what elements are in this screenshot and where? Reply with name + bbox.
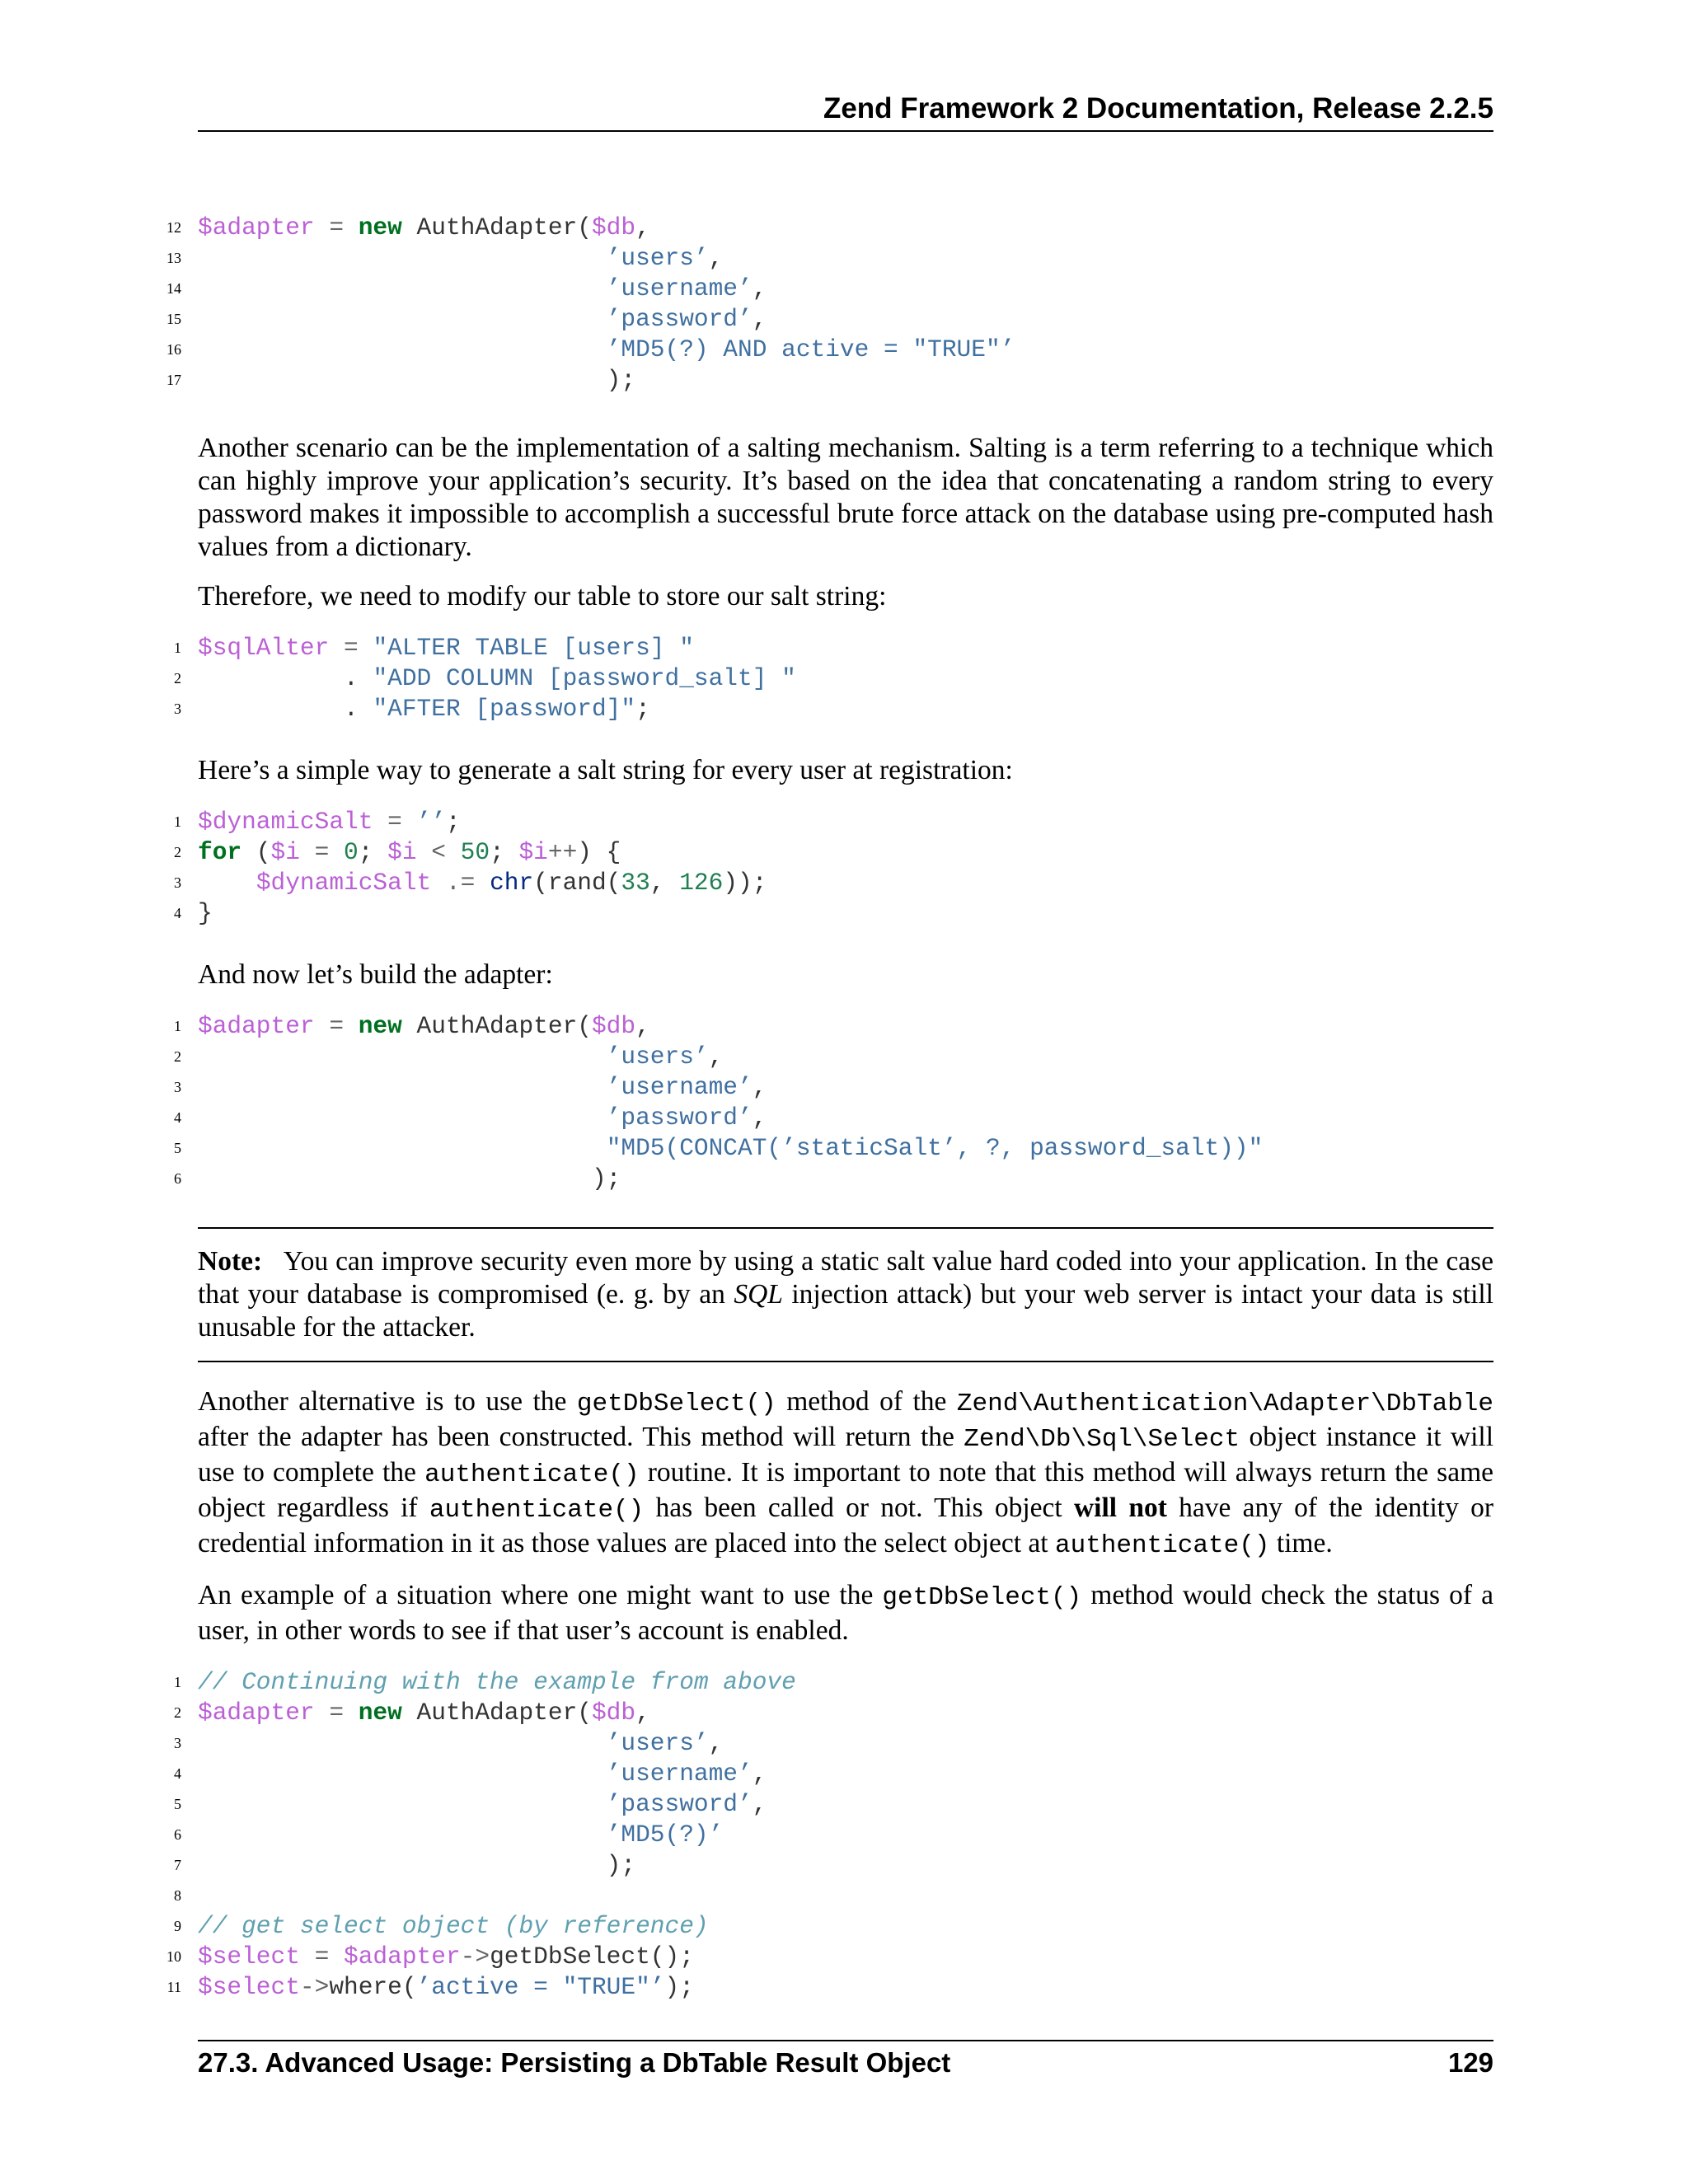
code-line <box>174 1789 1493 1820</box>
code-text <box>198 633 694 663</box>
code-token <box>198 244 607 272</box>
code-token: $sqlAlter <box>198 634 330 662</box>
line-number: 3 <box>174 1735 181 1751</box>
code-token: 126 <box>679 869 724 897</box>
paragraph-generate-salt: Here’s a simple way to generate a salt string for every user at registration: <box>198 755 1013 785</box>
code-token: ; <box>358 838 388 866</box>
p5-code-authenticate-3: authenticate() <box>1054 1531 1270 1560</box>
code-token <box>198 305 607 333</box>
code-text <box>198 807 461 837</box>
code-token: = <box>314 213 359 241</box>
code-block-3 <box>174 807 1493 929</box>
code-line <box>174 1698 1493 1728</box>
code-token: for <box>198 838 242 866</box>
code-token: ’MD5(?) AND active = "TRUE"’ <box>606 335 1015 363</box>
code-token: "ADD COLUMN [password_salt] " <box>373 664 796 692</box>
code-text <box>198 1072 767 1103</box>
code-token <box>198 1104 607 1132</box>
code-text <box>198 1728 723 1759</box>
paragraph-modify-table: Therefore, we need to modify our table to store our salt string: <box>198 581 887 612</box>
code-line <box>174 837 1493 868</box>
code-token: )); <box>723 869 767 897</box>
code-token: , <box>752 1073 767 1101</box>
line-number: 1 <box>174 1018 181 1034</box>
code-token: ’users’ <box>606 1729 709 1757</box>
code-token: , <box>752 1104 767 1132</box>
line-number: 2 <box>174 670 181 687</box>
header-rule <box>198 130 1493 132</box>
code-token: ++ <box>547 838 578 866</box>
note-emphasis-sql: SQL <box>734 1279 783 1310</box>
paragraph-salting: Another scenario can be the implementation of a salting mechanism. Salting is a term referring to a technique which can highly improve your application’s security. It’s based on the idea that concatenating a random string to every password makes it impossible to accomplish a successful brute force attack on the database using pre-computed hash values from a dictionary. <box>198 433 1493 562</box>
code-token: AuthAdapter( <box>401 1699 592 1727</box>
code-text <box>198 1759 767 1789</box>
footer-section-title: 27.3. Advanced Usage: Persisting a DbTable Result Object <box>198 2047 951 2078</box>
code-token: $adapter <box>344 1943 461 1971</box>
code-token: "ALTER TABLE [users] " <box>373 634 694 662</box>
code-token: } <box>198 899 213 927</box>
code-token: -> <box>460 1943 490 1971</box>
code-token <box>198 1760 607 1788</box>
code-token: $db <box>591 1012 636 1040</box>
note-box <box>198 1227 1493 1362</box>
code-token: 0 <box>344 838 359 866</box>
p5-text-2: method of the <box>776 1386 957 1417</box>
code-line <box>174 1072 1493 1103</box>
code-token <box>198 869 256 897</box>
code-token: < <box>416 838 461 866</box>
line-number: 7 <box>174 1857 181 1873</box>
code-text <box>198 1042 723 1072</box>
line-number: 4 <box>174 1109 181 1126</box>
code-token: , <box>752 305 767 333</box>
code-token: // get select object (by reference) <box>198 1912 709 1940</box>
p5-code-select-class: Zend\Db\Sql\Select <box>964 1425 1240 1454</box>
code-token: $dynamicSalt <box>198 808 373 836</box>
code-token <box>198 1821 607 1849</box>
line-number: 16 <box>166 341 181 358</box>
line-number: 8 <box>174 1887 181 1904</box>
code-token: ; <box>635 695 650 723</box>
code-text <box>198 1103 767 1133</box>
p5-code-authenticate-1: authenticate() <box>424 1460 640 1489</box>
footer-page-number: 129 <box>1447 2047 1493 2078</box>
code-token: ’active = "TRUE"’ <box>416 1973 665 2001</box>
p5-code-authenticate-2: authenticate() <box>429 1496 645 1525</box>
code-token: ’’ <box>416 808 446 836</box>
code-line <box>174 898 1493 929</box>
code-token: , <box>752 1760 767 1788</box>
code-token: AuthAdapter( <box>401 213 592 241</box>
code-block-1 <box>166 213 1493 396</box>
code-token: = <box>329 634 373 662</box>
code-line <box>174 633 1493 663</box>
running-header-title: Zend Framework 2 Documentation, Release 2.2.5 <box>823 92 1493 124</box>
line-number: 3 <box>174 701 181 717</box>
document-page <box>166 0 1494 2184</box>
code-text <box>198 243 723 274</box>
p5-text-4: object instance it will use to complete the <box>198 1422 1494 1488</box>
code-token: , <box>708 244 724 272</box>
code-token: $select <box>198 1973 300 2001</box>
page-content <box>166 213 1494 2003</box>
code-token: 33 <box>621 869 650 897</box>
line-number: 3 <box>174 874 181 891</box>
code-text <box>198 1820 723 1850</box>
code-token <box>198 335 607 363</box>
code-token: where( <box>329 1973 417 2001</box>
code-token: ); <box>198 1165 621 1193</box>
code-token: "MD5(CONCAT(’staticSalt’, ?, password_salt))" <box>606 1134 1264 1162</box>
code-text <box>198 694 650 724</box>
code-token: ; <box>490 838 519 866</box>
p5-code-getdbselect: getDbSelect() <box>576 1390 776 1418</box>
code-block-5 <box>166 1667 1493 2003</box>
code-text <box>198 304 767 335</box>
code-line <box>174 1103 1493 1133</box>
code-token: $adapter <box>198 1699 315 1727</box>
p6-text-2: method would check the status of a user, in other words to see if that user’s account is enabled. <box>198 1580 1493 1646</box>
code-line <box>174 1881 1493 1911</box>
code-token: chr <box>490 869 534 897</box>
code-token <box>198 274 607 302</box>
code-token: $db <box>591 213 636 241</box>
code-text <box>198 868 767 898</box>
code-token: ’MD5(?)’ <box>606 1821 724 1849</box>
code-line <box>166 1942 1493 1972</box>
code-token: new <box>358 213 402 241</box>
p5-text-1: Another alternative is to use the <box>198 1386 577 1417</box>
code-block-2 <box>174 633 1493 724</box>
note-text-after: injection attack) but your web server is intact your data is still unusable for the attacker. <box>198 1279 1493 1343</box>
note-paragraph <box>198 1245 1493 1344</box>
code-text <box>198 1164 621 1194</box>
code-token: AuthAdapter( <box>401 1012 592 1040</box>
code-token <box>198 1729 607 1757</box>
code-line <box>174 1667 1493 1698</box>
p5-text-6: has been called or not. This object <box>644 1493 1074 1523</box>
code-token: ’users’ <box>606 244 709 272</box>
p6-text-1: An example of a situation where one might want to use the <box>198 1580 883 1610</box>
code-token: ’password’ <box>606 1790 753 1818</box>
code-line <box>174 1820 1493 1850</box>
line-number: 3 <box>174 1079 181 1095</box>
code-token: getDbSelect(); <box>490 1943 694 1971</box>
code-line <box>166 243 1493 274</box>
code-line <box>174 1011 1493 1042</box>
code-token: $i <box>518 838 548 866</box>
code-text <box>198 1942 694 1972</box>
code-token: ’username’ <box>606 1760 753 1788</box>
code-line <box>174 868 1493 898</box>
line-number: 17 <box>166 372 181 388</box>
code-token: ); <box>664 1973 694 2001</box>
line-number: 12 <box>166 219 181 236</box>
code-token <box>198 1790 607 1818</box>
code-line <box>174 1850 1493 1881</box>
code-token: , <box>649 869 680 897</box>
code-token: ) { <box>577 838 621 866</box>
page-footer <box>198 2046 1493 2079</box>
code-line <box>166 213 1493 243</box>
line-number: 15 <box>166 311 181 327</box>
p5-bold-will-not: will not <box>1073 1493 1167 1523</box>
p5-text-3: after the adapter has been constructed. This method will return the <box>198 1422 964 1452</box>
code-token: $i <box>270 838 300 866</box>
code-token: $dynamicSalt <box>256 869 432 897</box>
code-token <box>198 1043 607 1071</box>
code-token: $i <box>387 838 417 866</box>
code-token: // Continuing with the example from above <box>198 1668 796 1696</box>
code-token: ); <box>198 1851 636 1879</box>
code-line <box>166 1972 1493 2003</box>
code-line <box>174 1759 1493 1789</box>
line-number: 2 <box>174 844 181 860</box>
code-token <box>198 1134 607 1162</box>
code-line <box>166 304 1493 335</box>
footer-rule <box>198 2040 1493 2041</box>
code-text <box>198 1789 767 1820</box>
code-line <box>166 365 1493 396</box>
p5-text-7: have any of the identity or credential information in it as those values are placed into the select object at <box>198 1493 1493 1558</box>
code-token: = <box>299 1943 345 1971</box>
code-line <box>174 1133 1493 1164</box>
code-token: "AFTER [password]" <box>373 695 636 723</box>
line-number: 1 <box>174 813 181 830</box>
code-token: 50 <box>460 838 490 866</box>
code-line <box>166 335 1493 365</box>
code-text <box>198 335 1015 365</box>
code-token: $adapter <box>198 213 315 241</box>
paragraph-getdbselect <box>198 1385 1493 1563</box>
code-token: -> <box>299 1973 330 2001</box>
code-token: new <box>358 1699 402 1727</box>
code-token: . <box>198 664 373 692</box>
line-number: 5 <box>174 1140 181 1156</box>
code-line <box>174 807 1493 837</box>
code-token: = <box>314 1012 359 1040</box>
code-line <box>174 1911 1493 1942</box>
p5-code-dbtable-class: Zend\Authentication\Adapter\DbTable <box>956 1390 1493 1418</box>
code-token: ’password’ <box>606 1104 753 1132</box>
code-line <box>166 274 1493 304</box>
code-token: $select <box>198 1943 300 1971</box>
line-number: 4 <box>174 905 181 921</box>
code-token: new <box>358 1012 402 1040</box>
p5-text-5: routine. It is important to note that this method will always return the same object regardless if <box>198 1457 1493 1523</box>
code-line <box>174 694 1493 724</box>
code-text <box>198 898 213 929</box>
line-number: 6 <box>174 1170 181 1187</box>
code-token: , <box>752 1790 767 1818</box>
code-token: ); <box>198 366 636 394</box>
note-label: Note: <box>198 1246 263 1277</box>
code-line <box>174 1042 1493 1072</box>
code-text <box>198 663 796 694</box>
code-token: = <box>299 838 345 866</box>
line-number: 1 <box>174 1674 181 1690</box>
note-text-before: You can improve security even more by using a static salt value hard coded into your application. In the case that your database is compromised (e. g. by an <box>198 1246 1493 1310</box>
code-token: , <box>752 274 767 302</box>
code-token: $adapter <box>198 1012 315 1040</box>
code-token: , <box>708 1729 724 1757</box>
code-token: ; <box>445 808 461 836</box>
line-number: 9 <box>174 1918 181 1934</box>
code-line <box>174 663 1493 694</box>
code-text <box>198 1011 650 1042</box>
code-text <box>198 837 621 868</box>
code-token: , <box>635 1012 650 1040</box>
p5-text-8: time. <box>1269 1528 1333 1558</box>
line-number: 10 <box>166 1948 181 1965</box>
p6-code-getdbselect: getDbSelect() <box>882 1583 1082 1612</box>
line-number: 14 <box>166 280 181 297</box>
code-token <box>198 1073 607 1101</box>
paragraph-build-adapter: And now let’s build the adapter: <box>198 959 553 990</box>
code-token: , <box>635 213 650 241</box>
code-line <box>174 1164 1493 1194</box>
code-token: ’users’ <box>606 1043 709 1071</box>
code-text <box>198 213 650 243</box>
line-number: 5 <box>174 1796 181 1812</box>
code-token: , <box>708 1043 724 1071</box>
code-token: = <box>314 1699 359 1727</box>
code-token: (rand( <box>533 869 621 897</box>
line-number: 2 <box>174 1704 181 1721</box>
code-token: . <box>198 695 373 723</box>
code-text <box>198 1698 650 1728</box>
code-text <box>198 1133 1263 1164</box>
line-number: 13 <box>166 250 181 266</box>
code-block-4 <box>174 1011 1493 1194</box>
code-text <box>198 1972 694 2003</box>
code-text <box>198 1850 635 1881</box>
code-text <box>198 1911 709 1942</box>
line-number: 6 <box>174 1826 181 1843</box>
code-text <box>198 365 635 396</box>
code-token: .= <box>431 869 490 897</box>
paragraph-example-situation <box>198 1579 1493 1647</box>
code-line <box>174 1728 1493 1759</box>
code-token: , <box>635 1699 650 1727</box>
line-number: 2 <box>174 1048 181 1065</box>
code-token: = <box>373 808 417 836</box>
code-text <box>198 1667 796 1698</box>
code-token: ’username’ <box>606 1073 753 1101</box>
code-token: ’password’ <box>606 305 753 333</box>
line-number: 1 <box>174 640 181 656</box>
code-token: ( <box>241 838 271 866</box>
code-text <box>198 274 767 304</box>
line-number: 4 <box>174 1765 181 1782</box>
line-number: 11 <box>166 1979 181 1995</box>
code-token: ’username’ <box>606 274 753 302</box>
code-token: $db <box>591 1699 636 1727</box>
